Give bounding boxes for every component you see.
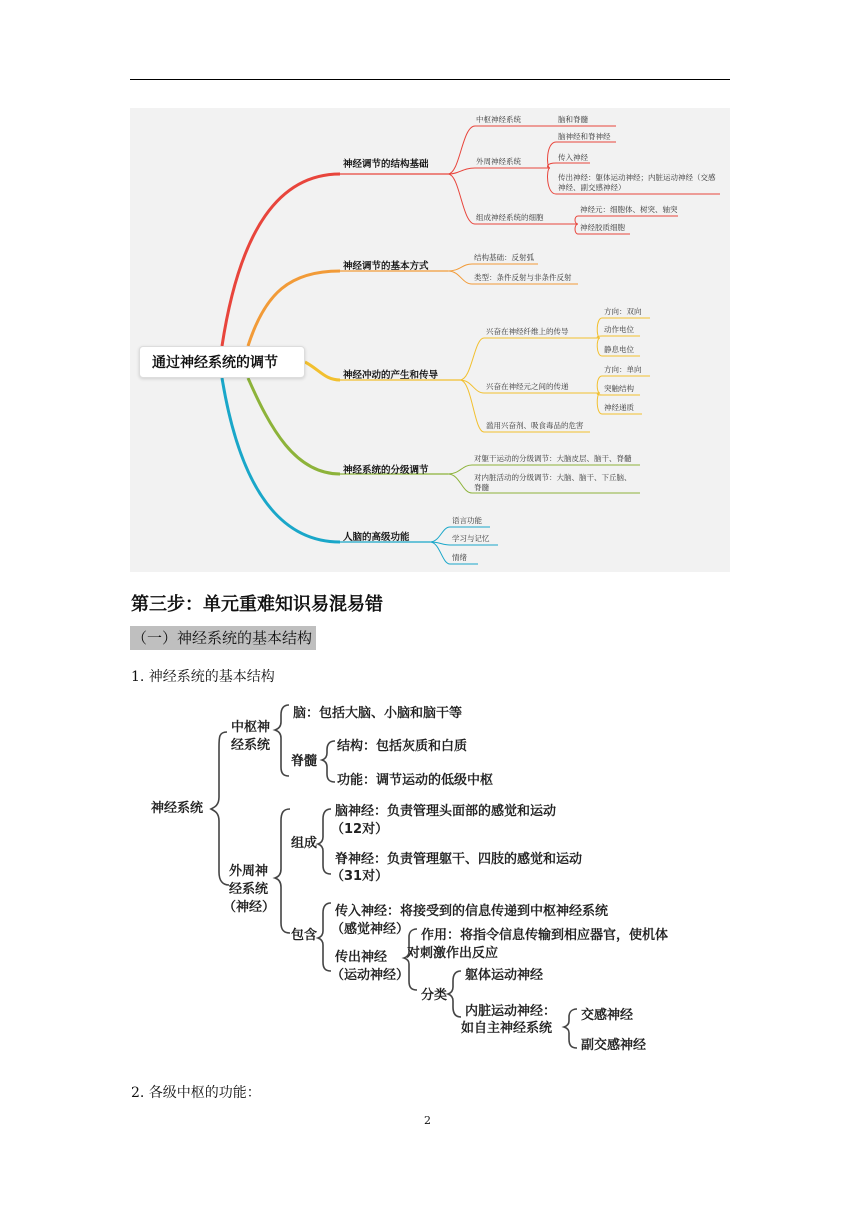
include-label: 包含 bbox=[291, 928, 318, 943]
item-heading-2: 2. 各级中枢的功能： bbox=[131, 1085, 261, 1101]
branch-label: 神经冲动的产生和传导 bbox=[343, 370, 439, 381]
leaf-label: 传入神经 bbox=[558, 153, 588, 162]
nervous-system-diagram bbox=[145, 697, 710, 1062]
node-label: 兴奋在神经元之间的传递 bbox=[486, 382, 569, 391]
branch-label: 人脑的高级功能 bbox=[343, 532, 410, 543]
node-label: 外周神经系统 bbox=[476, 157, 521, 166]
brain-text: 脑：包括大脑、小脑和脑干等 bbox=[293, 706, 463, 721]
afferent-alias: （感觉神经） bbox=[331, 922, 410, 937]
branch-label: 神经调节的结构基础 bbox=[343, 159, 429, 170]
node-label: 学习与记忆 bbox=[452, 534, 490, 543]
composition-char-1: 组 bbox=[291, 836, 305, 851]
node-label: 滥用兴奋剂、吸食毒品的危害 bbox=[486, 421, 584, 430]
leaf-label: 方向：双向 bbox=[604, 307, 642, 316]
peripheral-label-line2: 经系统 bbox=[229, 882, 269, 897]
node-label: 语言功能 bbox=[452, 516, 482, 525]
visceral-text-line2: 如自主神经系统 bbox=[461, 1021, 553, 1036]
node-label: 类型：条件反射与非条件反射 bbox=[474, 273, 572, 282]
effect-text: 作用：将指令信息传输到相应器官，使机体 bbox=[421, 928, 669, 943]
node-label: 结构基础：反射弧 bbox=[474, 253, 534, 262]
spinal-structure-text: 结构：包括灰质和白质 bbox=[337, 739, 468, 754]
peripheral-label-line1: 外周神 bbox=[229, 864, 269, 879]
branch-label: 神经调节的基本方式 bbox=[343, 261, 429, 272]
sympathetic-text: 交感神经 bbox=[581, 1008, 634, 1023]
effect-text-line2: 对刺激作出反应 bbox=[407, 946, 499, 961]
central-label-line2: 经系统 bbox=[231, 738, 271, 753]
node-label: 兴奋在神经纤维上的传导 bbox=[486, 327, 569, 336]
mind-map-figure bbox=[130, 108, 730, 572]
classify-label: 分类 bbox=[421, 988, 448, 1003]
cranial-count: （12对） bbox=[331, 822, 389, 837]
leaf-label: 突触结构 bbox=[604, 384, 634, 393]
somatic-text: 躯体运动神经 bbox=[465, 968, 544, 983]
composition-char-2: 成 bbox=[304, 836, 318, 851]
item-heading: 1. 神经系统的基本结构 bbox=[131, 669, 275, 685]
parasympathetic-text: 副交感神经 bbox=[581, 1038, 647, 1053]
spinal-label: 脊髓 bbox=[291, 754, 318, 769]
cranial-text: 脑神经：负责管理头面部的感觉和运动 bbox=[335, 804, 557, 819]
leaf-label: 传出神经：躯体运动神经；内脏运动神经（交感 bbox=[558, 173, 716, 182]
central-label-line1: 中枢神 bbox=[231, 720, 271, 735]
leaf-label: 脊髓 bbox=[474, 483, 489, 492]
mind-map-root: 通过神经系统的调节 bbox=[139, 346, 305, 378]
header-rule bbox=[130, 79, 730, 80]
page-number: 2 bbox=[424, 1114, 431, 1127]
leaf-label: 神经胶质细胞 bbox=[580, 223, 625, 232]
leaf-label: 静息电位 bbox=[604, 345, 634, 354]
node-label: 中枢神经系统 bbox=[476, 115, 521, 124]
section-heading: （一）神经系统的基本结构 bbox=[130, 626, 316, 650]
spinal-nerve-text: 脊神经：负责管理躯干、四肢的感觉和运动 bbox=[335, 852, 583, 867]
peripheral-label-line3: （神经） bbox=[223, 900, 276, 915]
leaf-label: 神经递质 bbox=[604, 403, 634, 412]
leaf-label: 神经元：细胞体、树突、轴突 bbox=[580, 205, 678, 214]
node-label: 组成神经系统的细胞 bbox=[476, 213, 544, 222]
efferent-alias: （运动神经） bbox=[331, 968, 410, 983]
node-label: 情绪 bbox=[452, 553, 467, 562]
composition-label bbox=[291, 835, 317, 852]
leaf-label: 脑和脊髓 bbox=[558, 115, 588, 124]
leaf-label: 动作电位 bbox=[604, 325, 634, 334]
efferent-label: 传出神经 bbox=[335, 950, 388, 965]
leaf-label: 脑神经和脊神经 bbox=[558, 132, 611, 141]
node-label: 对躯干运动的分级调节：大脑皮层、脑干、脊髓 bbox=[474, 454, 632, 463]
afferent-text: 传入神经：将接受到的信息传递到中枢神经系统 bbox=[335, 904, 609, 919]
spinal-nerve-count: （31对） bbox=[331, 869, 389, 884]
node-label: 对内脏活动的分级调节：大脑、脑干、下丘脑、 bbox=[474, 473, 632, 482]
leaf-label: 方向：单向 bbox=[604, 365, 642, 374]
step-heading: 第三步：单元重难知识易混易错 bbox=[131, 594, 383, 615]
root-label: 神经系统 bbox=[151, 801, 204, 816]
spinal-function-text: 功能：调节运动的低级中枢 bbox=[337, 773, 494, 788]
branch-label: 神经系统的分级调节 bbox=[343, 465, 429, 476]
visceral-text: 内脏运动神经： bbox=[465, 1004, 557, 1019]
leaf-label: 神经、副交感神经） bbox=[558, 183, 626, 192]
